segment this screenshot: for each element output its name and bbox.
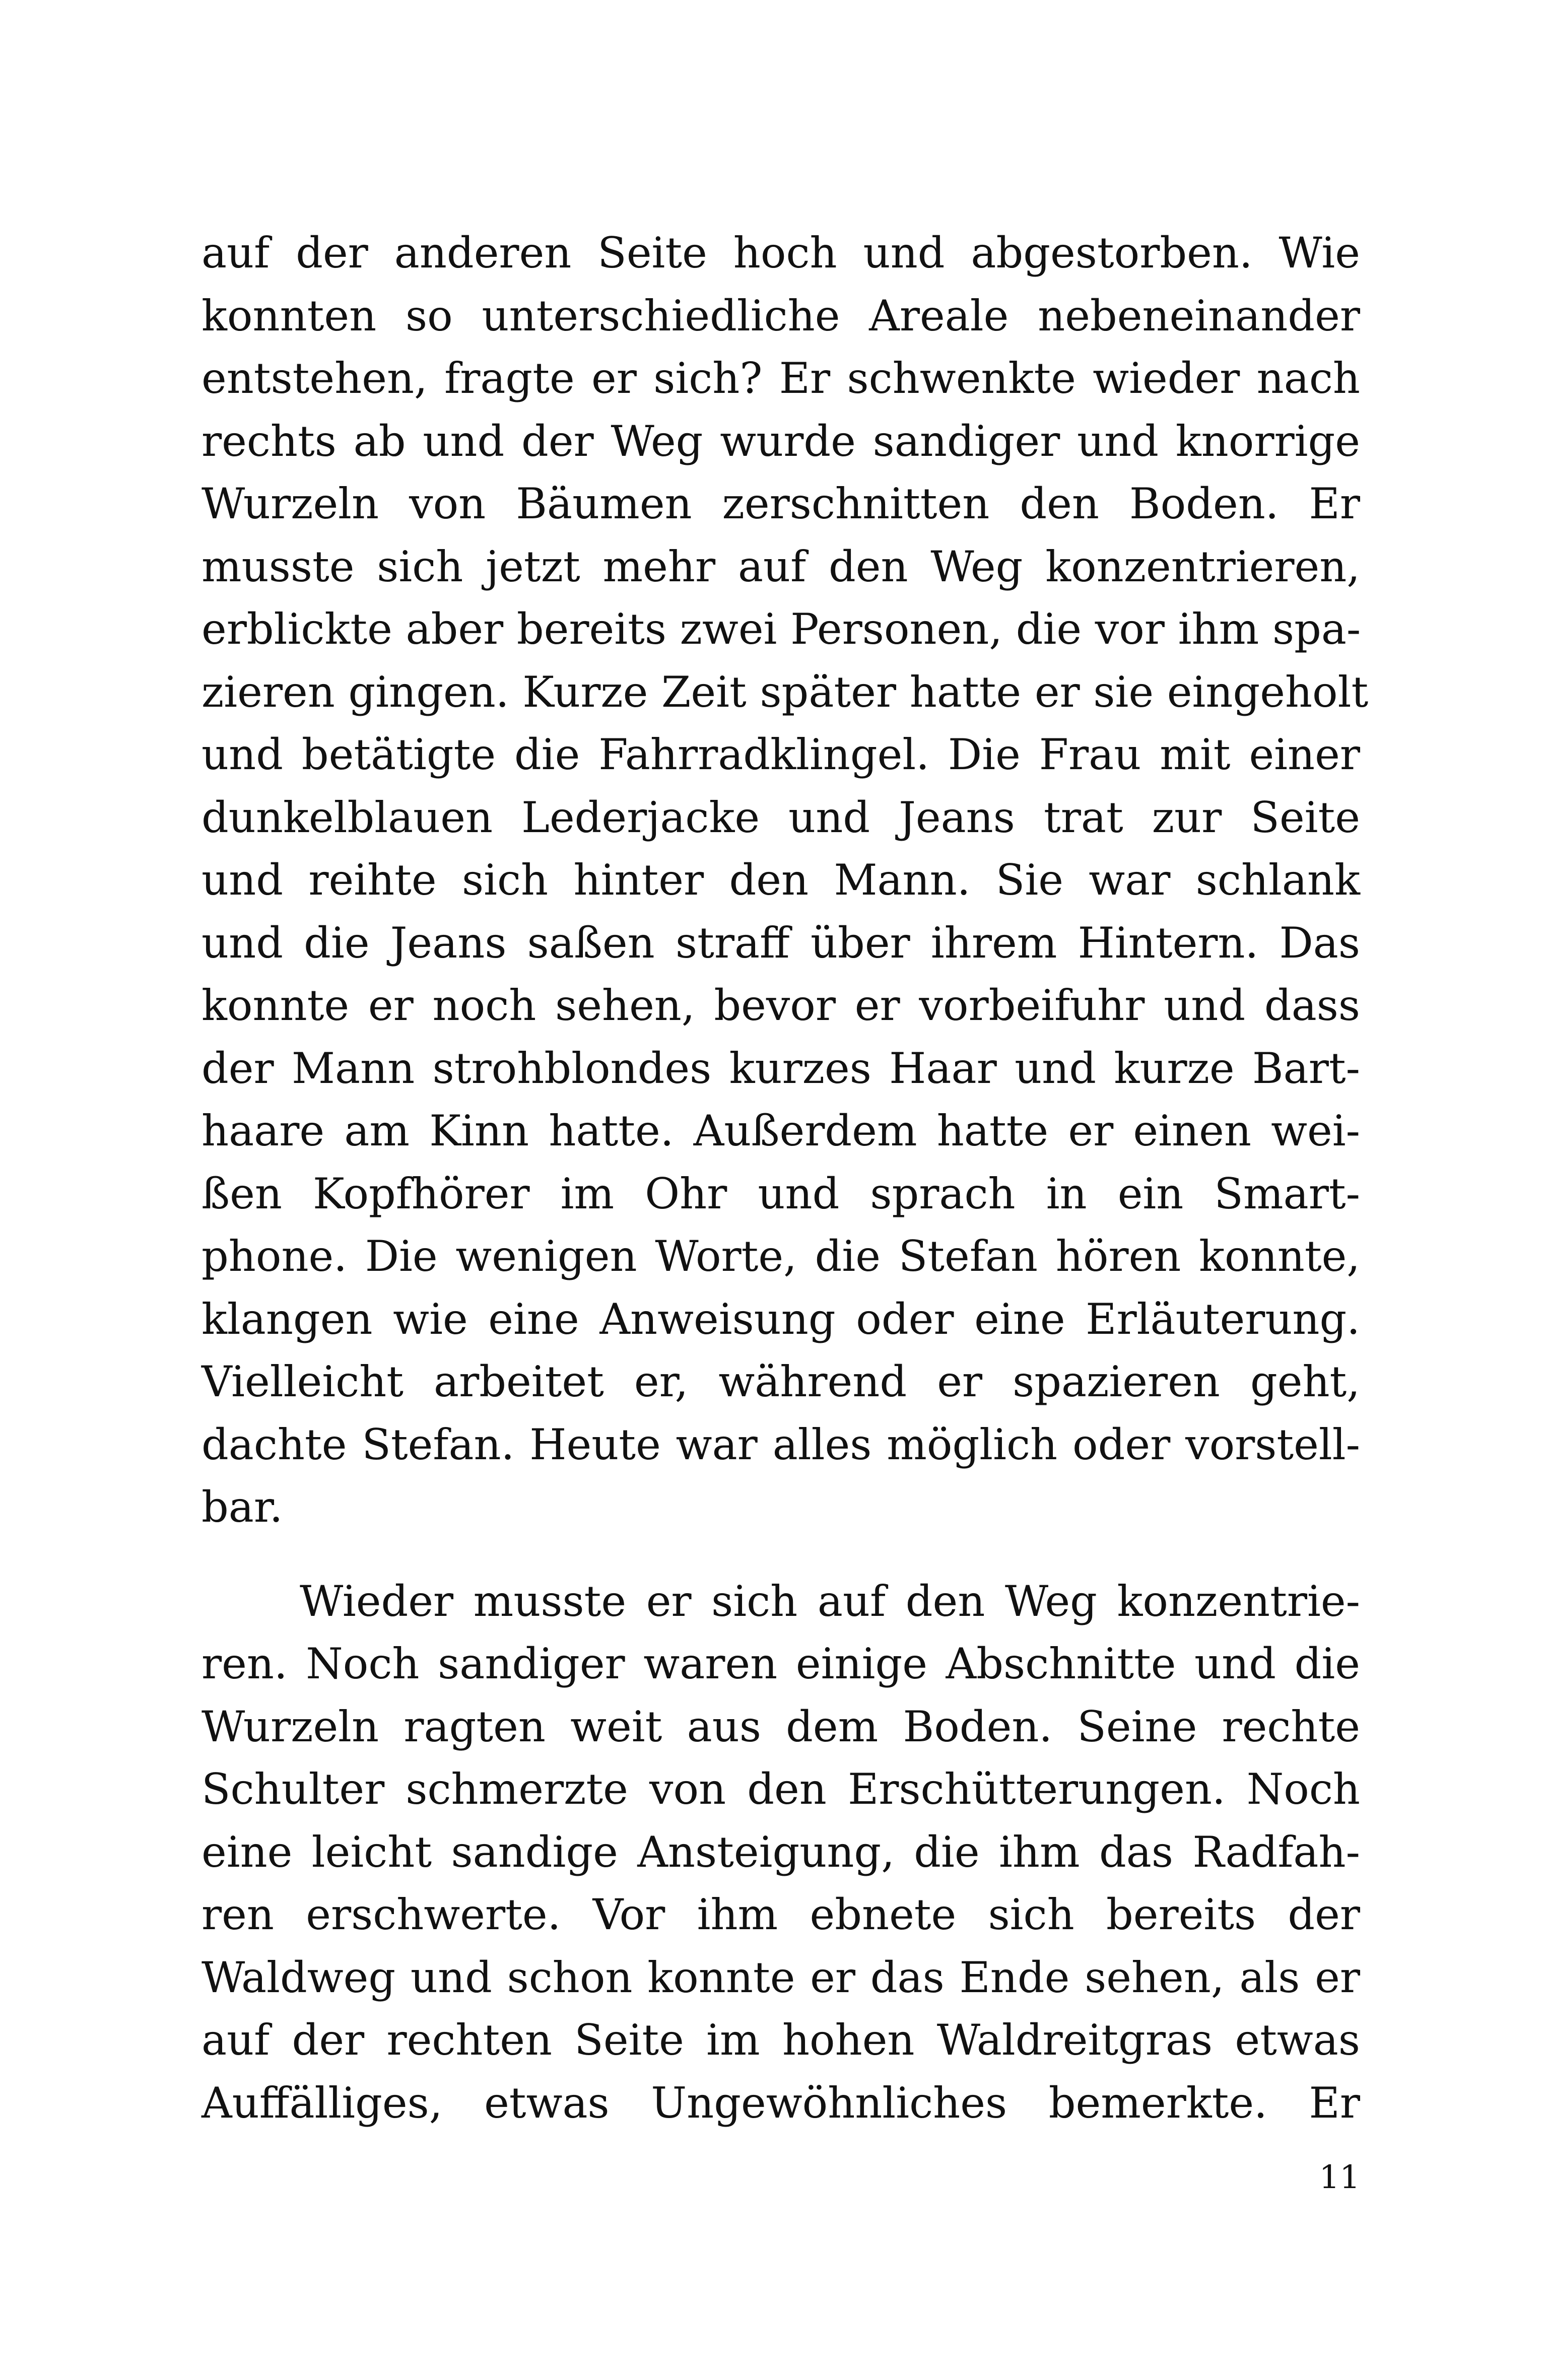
text-line: und betätigte die Fahrradklingel. Die Frau mit einer — [201, 730, 1360, 779]
text-line: und reihte sich hinter den Mann. Sie war schlank — [201, 855, 1360, 905]
text-line: phone. Die wenigen Worte, die Stefan hören konnte, — [201, 1232, 1360, 1281]
text-line: Wieder musste er sich auf den Weg konzentrie- — [300, 1576, 1360, 1626]
paragraph-2 — [201, 1570, 1360, 2135]
text-line: ren. Noch sandiger waren einige Abschnitte und die — [201, 1639, 1360, 1688]
text-line: dachte Stefan. Heute war alles möglich oder vorstell- — [201, 1419, 1360, 1469]
text-line: ßen Kopfhörer im Ohr und sprach in ein Smart- — [201, 1169, 1360, 1218]
text-line: auf der anderen Seite hoch und abgestorben. Wie — [201, 228, 1360, 278]
text-line: Waldweg und schon konnte er das Ende sehen, als er — [201, 1952, 1360, 2002]
text-line: eine leicht sandige Ansteigung, die ihm das Radfah- — [201, 1827, 1360, 1877]
paragraph-1 — [201, 222, 1369, 1539]
text-line: dunkelblauen Lederjacke und Jeans trat zur Seite — [201, 792, 1360, 842]
body-text — [201, 222, 1369, 2134]
text-line: Schulter schmerzte von den Erschütterungen. Noch — [201, 1764, 1360, 1814]
text-line: rechts ab und der Weg wurde sandiger und knorrige — [201, 416, 1360, 466]
paragraph-gap — [201, 1539, 1360, 1570]
text-line: haare am Kinn hatte. Außerdem hatte er einen wei- — [201, 1106, 1360, 1155]
text-line: Wurzeln von Bäumen zerschnitten den Boden. Er — [201, 479, 1360, 528]
text-line: ren erschwerte. Vor ihm ebnete sich bereits der — [201, 1890, 1360, 1939]
text-line: Auffälliges, etwas Ungewöhnliches bemerkte. Er — [201, 2078, 1360, 2128]
text-line: klangen wie eine Anweisung oder eine Erläuterung. — [201, 1294, 1360, 1344]
text-line: musste sich jetzt mehr auf den Weg konzentrieren, — [201, 541, 1360, 591]
text-line: zieren gingen. Kurze Zeit später hatte er sie eingeholt — [201, 667, 1369, 717]
text-line: auf der rechten Seite im hohen Waldreitgras etwas — [201, 2015, 1360, 2065]
text-line: konnte er noch sehen, bevor er vorbeifuhr und dass — [201, 981, 1360, 1030]
text-line: entstehen, fragte er sich? Er schwenkte wieder nach — [201, 354, 1360, 403]
text-line: erblickte aber bereits zwei Personen, die vor ihm spa- — [201, 604, 1361, 654]
page-number: 11 — [1319, 2159, 1360, 2196]
text-line: der Mann strohblondes kurzes Haar und kurze Bart- — [201, 1043, 1360, 1093]
text-line: Vielleicht arbeitet er, während er spazieren geht, — [201, 1357, 1360, 1406]
text-line: konnten so unterschiedliche Areale nebeneinander — [201, 291, 1360, 341]
text-line: Wurzeln ragten weit aus dem Boden. Seine rechte — [201, 1702, 1360, 1751]
text-line: bar. — [201, 1482, 283, 1532]
text-line: und die Jeans saßen straff über ihrem Hintern. Das — [201, 918, 1360, 968]
